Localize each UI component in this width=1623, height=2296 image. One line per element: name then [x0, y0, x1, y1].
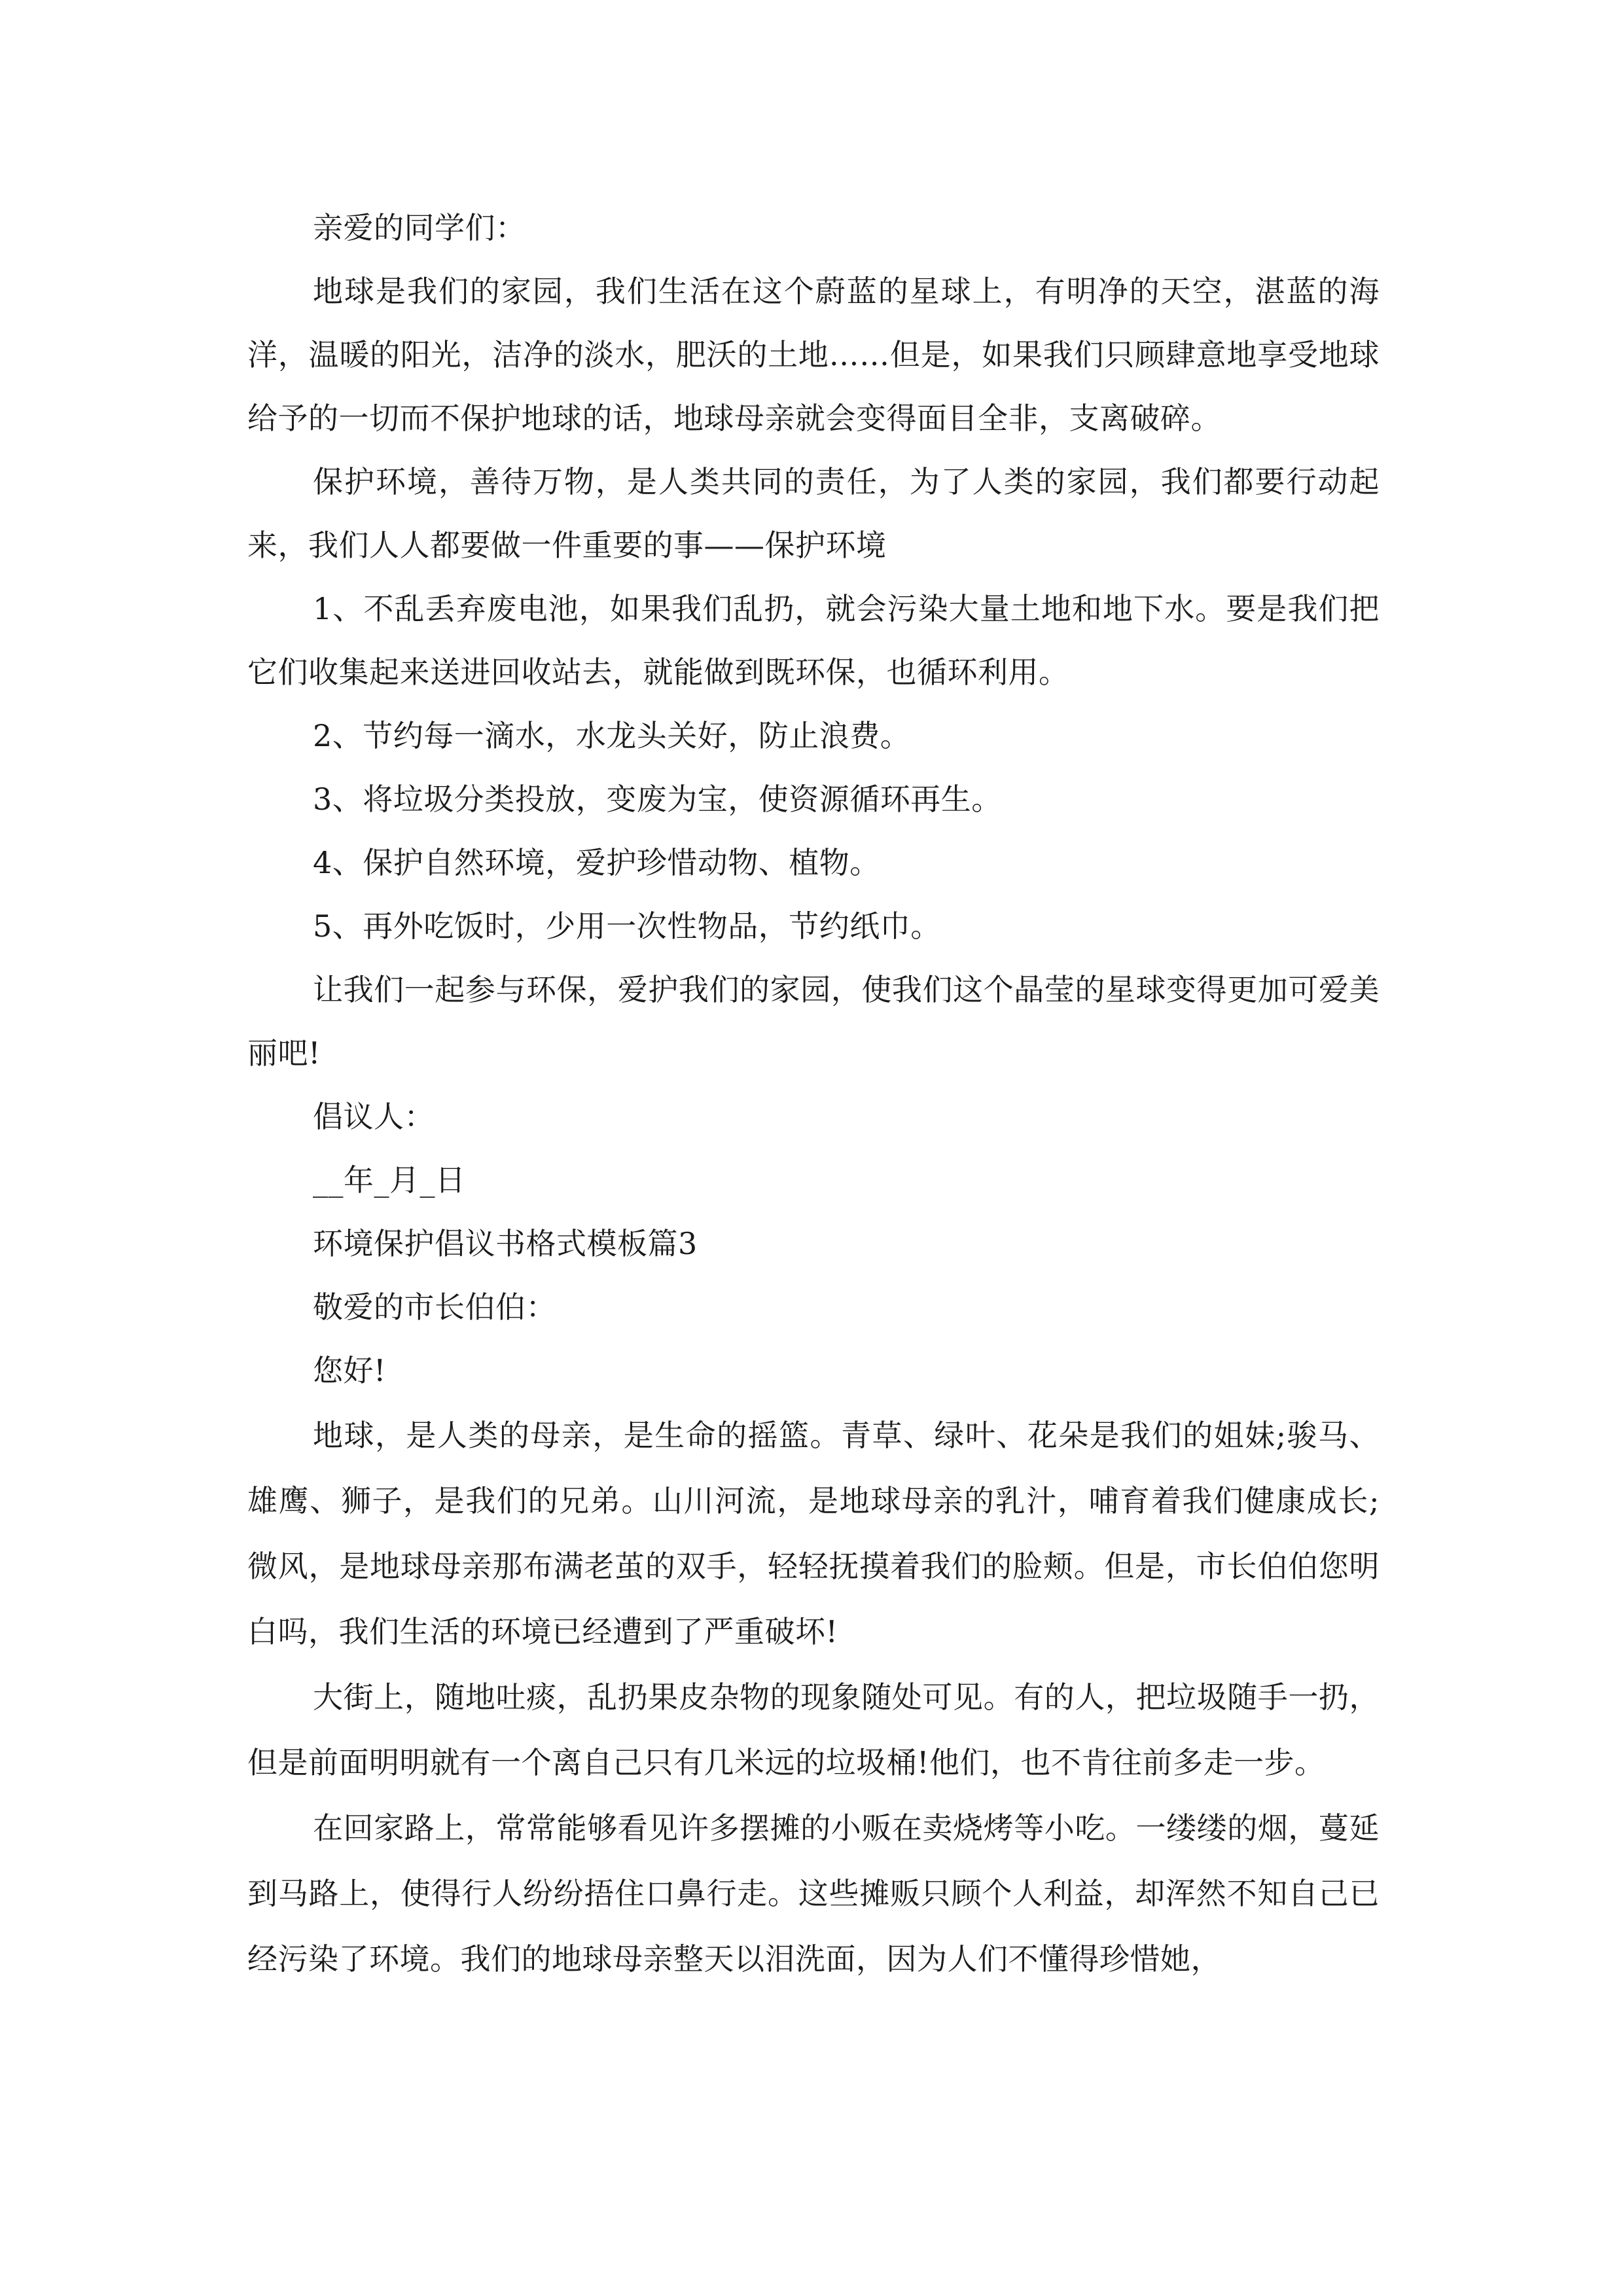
list-item: 4、保护自然环境，爱护珍惜动物、植物。	[313, 845, 880, 880]
paragraph: 在回家路上，常常能够看见许多摆摊的小贩在卖烧烤等小吃。一缕缕的烟，蔓延到马路上，使得行人纷纷捂住口鼻行走。这些摊贩只顾个人利益，却浑然不知自己已经污染了环境。我们的地球母亲整天以泪洗面，因为人们不懂得珍惜她，	[247, 1810, 1380, 1977]
document-body	[247, 196, 1380, 1992]
list-item: 2、节约每一滴水，水龙头关好，防止浪费。	[313, 718, 911, 753]
signature-label: 倡议人：	[313, 1099, 435, 1134]
list-item: 5、再外吃饭时，少用一次性物品，节约纸巾。	[313, 908, 941, 944]
paragraph: 保护环境，善待万物，是人类共同的责任，为了人类的家园，我们都要行动起来，我们人人都要做一件重要的事——保护环境	[247, 464, 1380, 563]
date-line: __年_月_日	[313, 1162, 466, 1198]
list-item: 3、将垃圾分类投放，变废为宝，使资源循环再生。	[313, 781, 1002, 817]
paragraph: 地球，是人类的母亲，是生命的摇篮。青草、绿叶、花朵是我们的姐妹;骏马、雄鹰、狮子，是我们的兄弟。山川河流，是地球母亲的乳汁，哺育着我们健康成长;微风，是地球母亲那布满老茧的双手，轻轻抚摸着我们的脸颊。但是，市长伯伯您明白吗，我们生活的环境已经遭到了严重破坏!	[247, 1418, 1380, 1649]
salutation: 敬爱的市长伯伯：	[313, 1289, 556, 1325]
paragraph: 地球是我们的家园，我们生活在这个蔚蓝的星球上，有明净的天空，湛蓝的海洋，温暖的阳光，洁净的淡水，肥沃的土地……但是，如果我们只顾肆意地享受地球给予的一切而不保护地球的话，地球母亲就会变得面目全非，支离破碎。	[247, 274, 1380, 436]
salutation: 亲爱的同学们：	[313, 210, 526, 245]
paragraph: 让我们一起参与环保，爱护我们的家园，使我们这个晶莹的星球变得更加可爱美丽吧!	[247, 972, 1380, 1071]
section-title: 环境保护倡议书格式模板篇3	[313, 1226, 698, 1261]
paragraph: 大街上，随地吐痰，乱扔果皮杂物的现象随处可见。有的人，把垃圾随手一扔，但是前面明明就有一个离自己只有几米远的垃圾桶!他们，也不肯往前多走一步。	[247, 1679, 1380, 1780]
greeting: 您好!	[313, 1353, 386, 1388]
list-item: 1、不乱丢弃废电池，如果我们乱扔，就会污染大量土地和地下水。要是我们把它们收集起来送进回收站去，就能做到既环保，也循环利用。	[247, 591, 1380, 690]
